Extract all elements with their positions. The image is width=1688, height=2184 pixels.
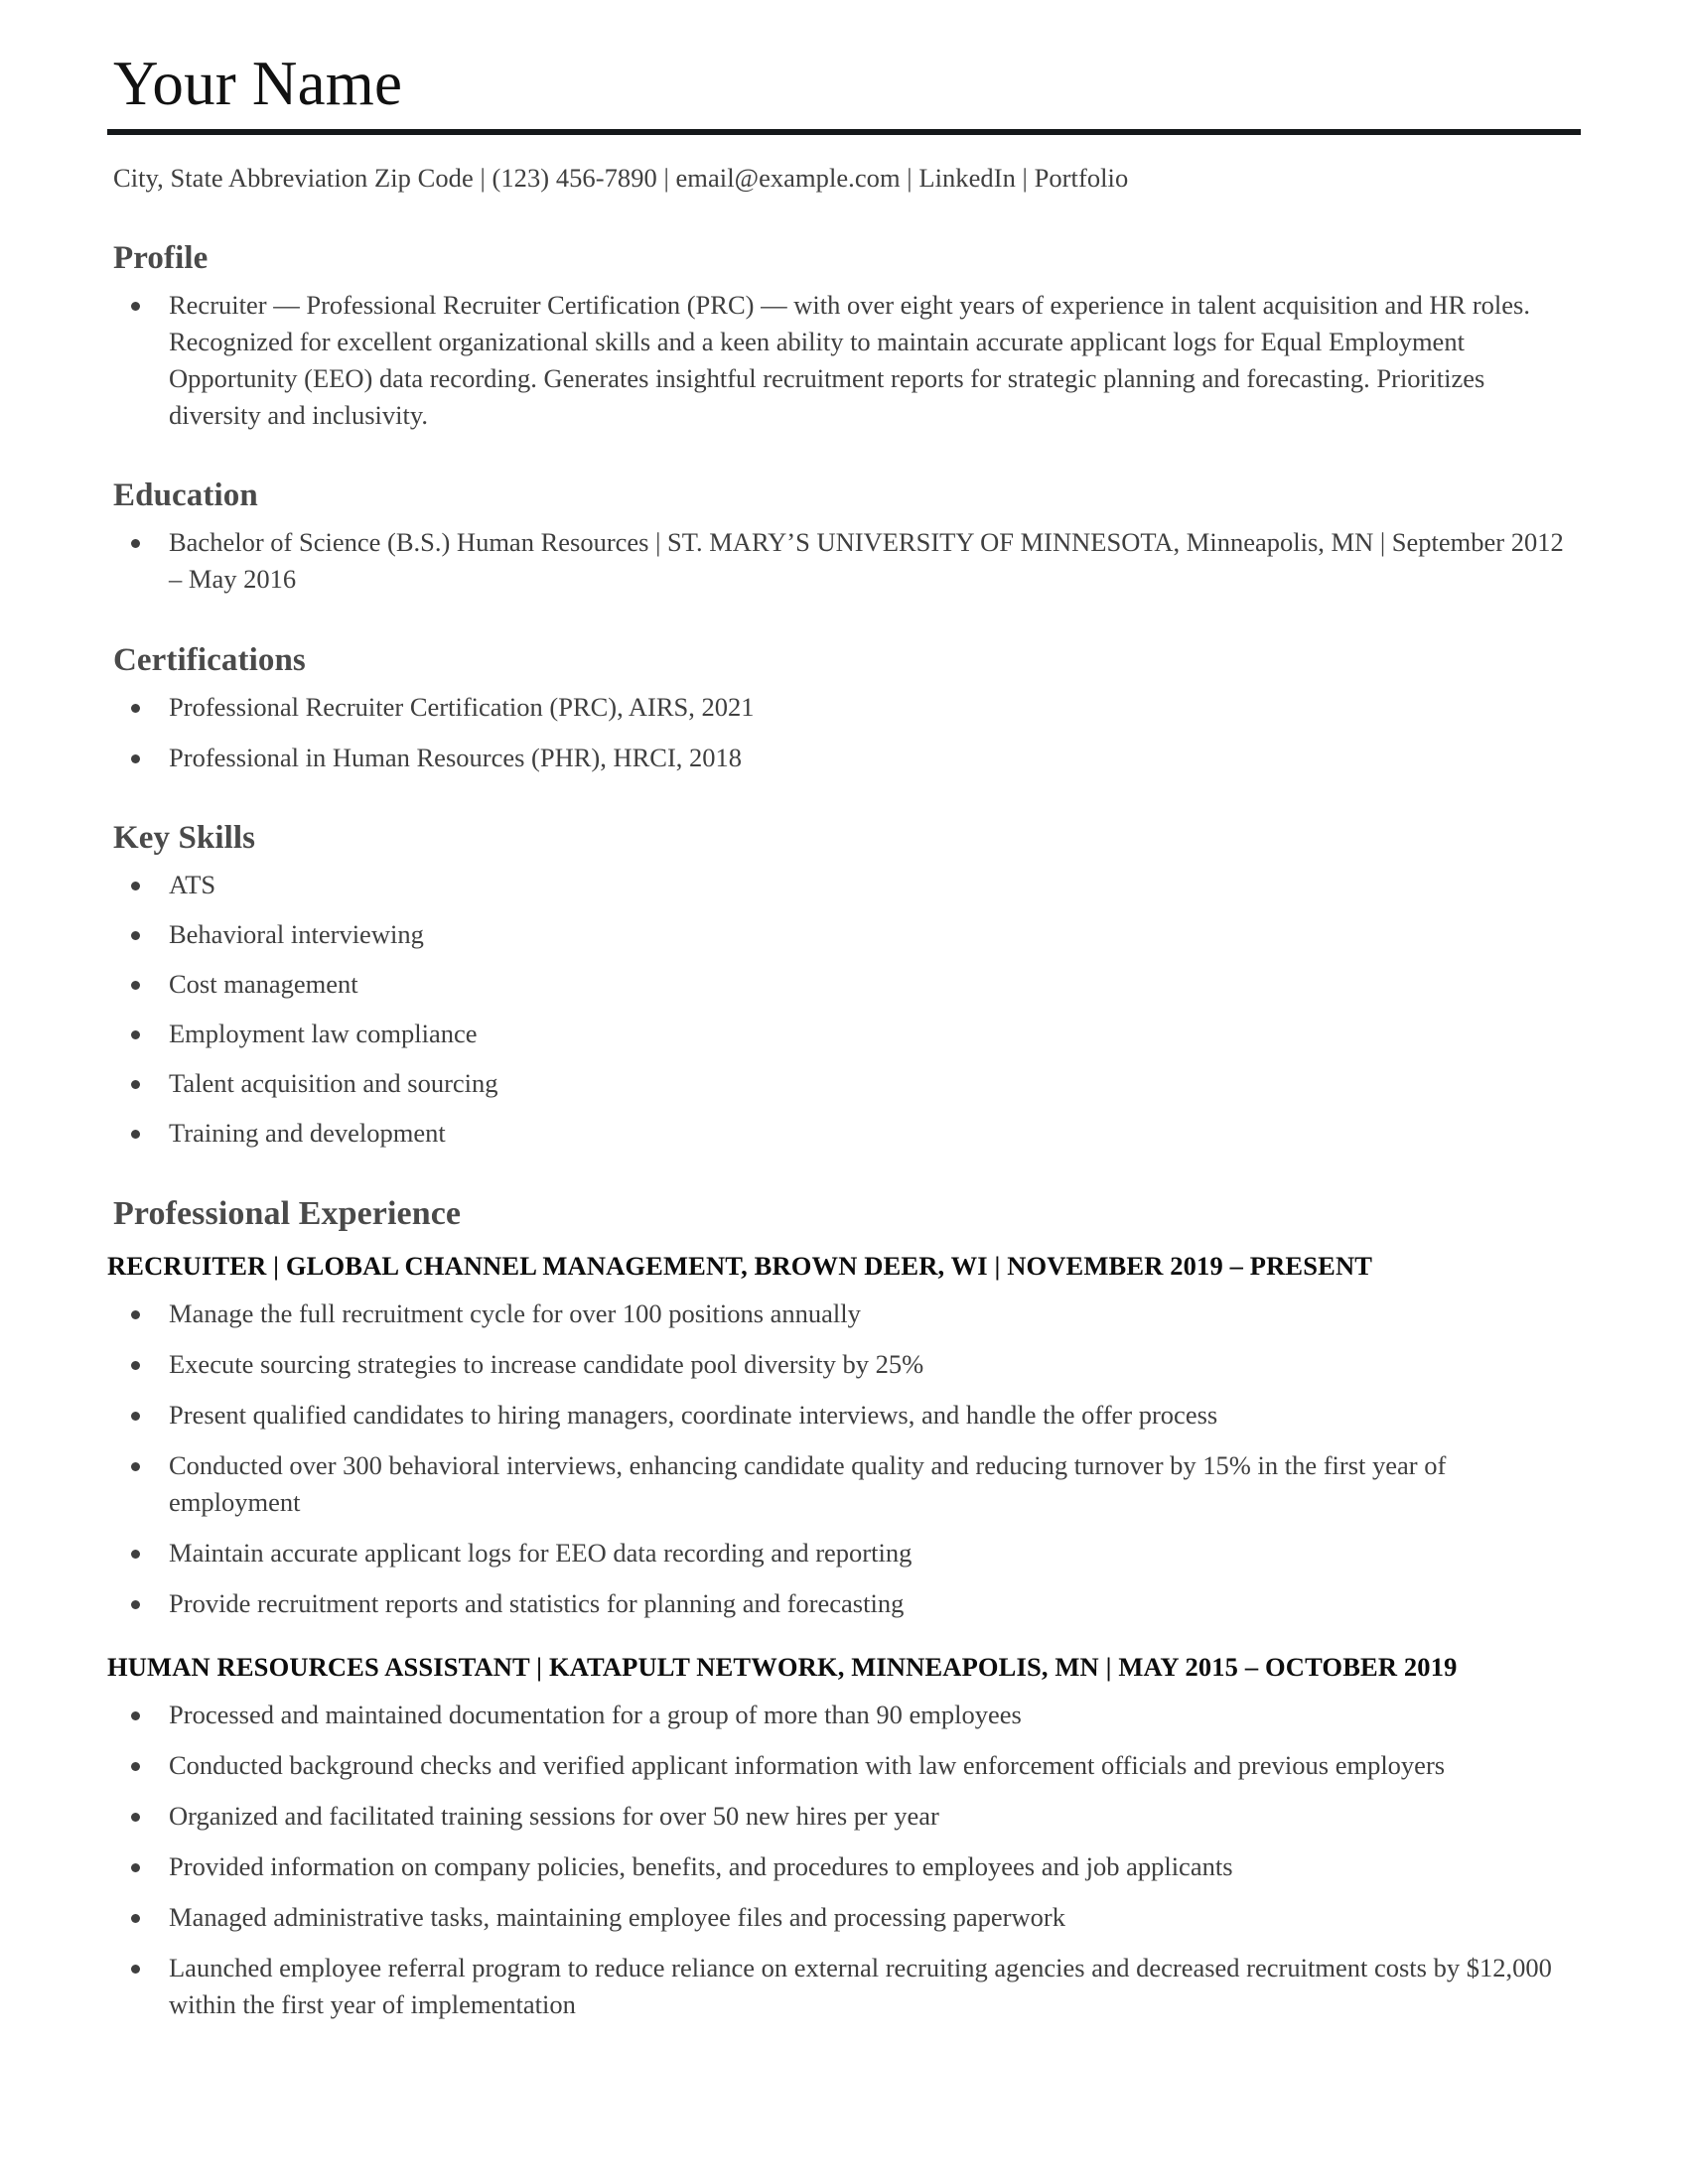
list-item: Execute sourcing strategies to increase candidate pool diversity by 25%: [107, 1346, 1581, 1383]
list-item: Cost management: [107, 966, 1581, 1003]
list-item: Maintain accurate applicant logs for EEO data recording and reporting: [107, 1535, 1581, 1571]
section-education: [107, 478, 1581, 598]
job-header: HUMAN RESOURCES ASSISTANT | KATAPULT NETWORK, MINNEAPOLIS, MN | MAY 2015 – OCTOBER 2019: [107, 1652, 1458, 1683]
profile-list: [107, 287, 1581, 434]
list-item: Processed and maintained documentation for a group of more than 90 employees: [107, 1697, 1581, 1733]
section-title-key-skills: Key Skills: [113, 819, 256, 856]
key-skills-list: [107, 867, 1581, 1153]
job-bullets: [107, 1296, 1581, 1623]
list-item: Training and development: [107, 1115, 1581, 1152]
job-bullets: [107, 1697, 1581, 2024]
list-item: ATS: [107, 867, 1581, 903]
list-item: Conducted background checks and verified applicant information with law enforcement officials and previous employers: [107, 1747, 1581, 1784]
education-list: [107, 524, 1581, 598]
certifications-list: [107, 689, 1581, 776]
section-professional-experience: [107, 1195, 1581, 2023]
job-header: RECRUITER | GLOBAL CHANNEL MANAGEMENT, BROWN DEER, WI | NOVEMBER 2019 – PRESENT: [107, 1251, 1373, 1282]
section-key-skills: [107, 820, 1581, 1153]
list-item: Recruiter — Professional Recruiter Certification (PRC) — with over eight years of experience in talent acquisition and HR roles. Recognized for excellent organizational skills and a keen ability to maintain accurate applicant logs for Equal Employment Opportunity (EEO) data recording. Generates insightful recruitment reports for strategic planning and forecasting. Prioritizes diversity and inclusivity.: [107, 287, 1581, 434]
list-item: Professional in Human Resources (PHR), HRCI, 2018: [107, 740, 1581, 776]
list-item: Launched employee referral program to reduce reliance on external recruiting agencies and decreased recruitment costs by $12,000 within the first year of implementation: [107, 1950, 1581, 2023]
experience-entry: [107, 1650, 1581, 2023]
list-item: Conducted over 300 behavioral interviews, enhancing candidate quality and reducing turnover by 15% in the first year of employment: [107, 1447, 1581, 1521]
section-title-professional-experience: Professional Experience: [113, 1195, 462, 1233]
section-profile: [107, 240, 1581, 434]
list-item: Provided information on company policies, benefits, and procedures to employees and job applicants: [107, 1848, 1581, 1885]
list-item: Employment law compliance: [107, 1016, 1581, 1052]
list-item: Talent acquisition and sourcing: [107, 1065, 1581, 1102]
section-title-certifications: Certifications: [113, 641, 306, 678]
list-item: Organized and facilitated training sessions for over 50 new hires per year: [107, 1798, 1581, 1835]
list-item: Bachelor of Science (B.S.) Human Resources | ST. MARY’S UNIVERSITY OF MINNESOTA, Minneapolis, MN | September 2012 – May 2016: [107, 524, 1581, 598]
list-item: Managed administrative tasks, maintaining employee files and processing paperwork: [107, 1899, 1581, 1936]
list-item: Provide recruitment reports and statistics for planning and forecasting: [107, 1585, 1581, 1622]
section-title-education: Education: [113, 478, 258, 514]
header-divider: [107, 129, 1581, 135]
list-item: Behavioral interviewing: [107, 916, 1581, 953]
section-title-profile: Profile: [113, 240, 209, 277]
candidate-name: Your Name: [113, 49, 403, 118]
list-item: Professional Recruiter Certification (PRC), AIRS, 2021: [107, 689, 1581, 726]
list-item: Present qualified candidates to hiring managers, coordinate interviews, and handle the offer process: [107, 1397, 1581, 1433]
experience-entry: [107, 1249, 1581, 1622]
section-certifications: [107, 642, 1581, 776]
list-item: Manage the full recruitment cycle for over 100 positions annually: [107, 1296, 1581, 1332]
contact-line: City, State Abbreviation Zip Code | (123) 456-7890 | email@example.com | LinkedIn | Portfolio: [113, 163, 1129, 194]
resume-header: [107, 49, 1581, 197]
